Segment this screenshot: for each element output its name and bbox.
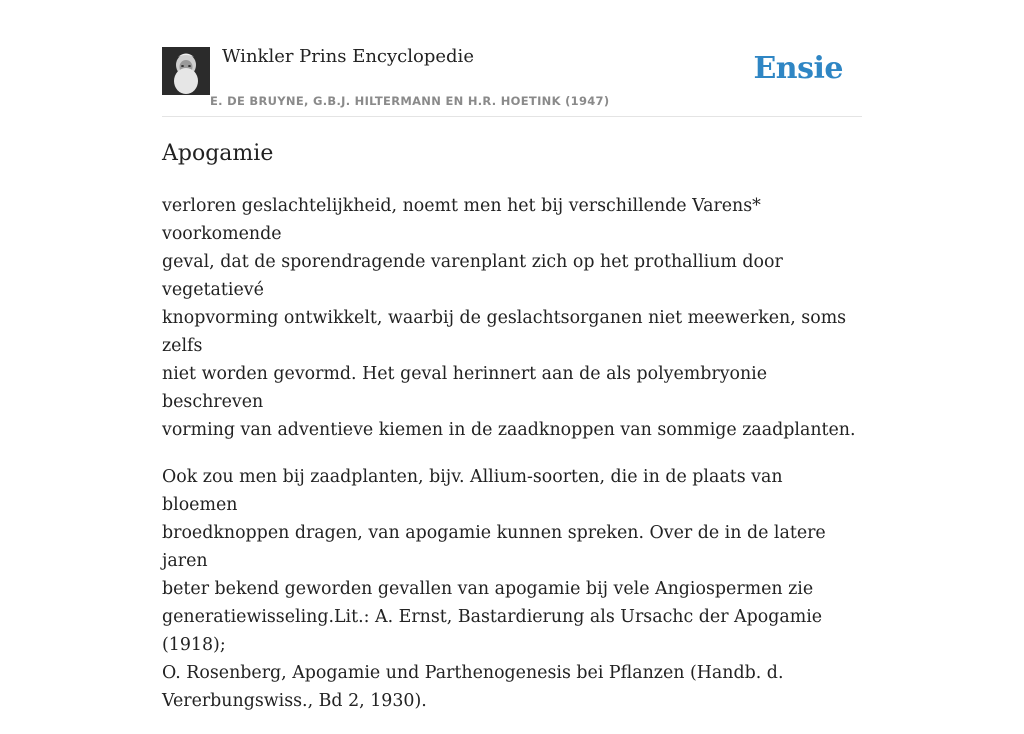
header [162, 0, 862, 117]
author-avatar [162, 47, 210, 95]
article-paragraph: verloren geslachtelijkheid, noemt men het bij verschillende Varens* voorkomende geval, dat de sporendragende varenplant zich op het prothallium door vegetatievé knopvorming ontwikkelt, waarbij de geslachtsorganen niet meewerken, soms zelfs niet worden gevormd. Het geval herinnert aan de als polyembryonie beschreven vorming van adventieve kiemen in de zaadknoppen van sommige zaadplanten. [162, 196, 856, 440]
site-title: Winkler Prins Encyclopedie [222, 46, 474, 67]
bearded-man-portrait-icon [162, 47, 210, 95]
article-body [162, 192, 862, 734]
authors-line: E. DE BRUYNE, G.B.J. HILTERMANN EN H.R. HOETINK (1947) [210, 94, 610, 108]
page [162, 0, 862, 711]
article-paragraph: Ook zou men bij zaadplanten, bijv. Allium-soorten, die in de plaats van bloemen broedknoppen dragen, van apogamie kunnen spreken. Over de in de latere jaren beter bekend geworden gevallen van apogamie bij vele Angiospermen zie generatiewisseling.Lit.: A. Ernst, Bastardierung als Ursachc der Apogamie (1918); O. Rosenberg, Apogamie und Parthenogenesis bei Pflanzen (Handb. d. Vererbungswiss., Bd 2, 1930). [162, 467, 826, 711]
article-headword: Apogamie [162, 141, 274, 166]
brand-logo-link[interactable]: Ensie [753, 51, 843, 86]
